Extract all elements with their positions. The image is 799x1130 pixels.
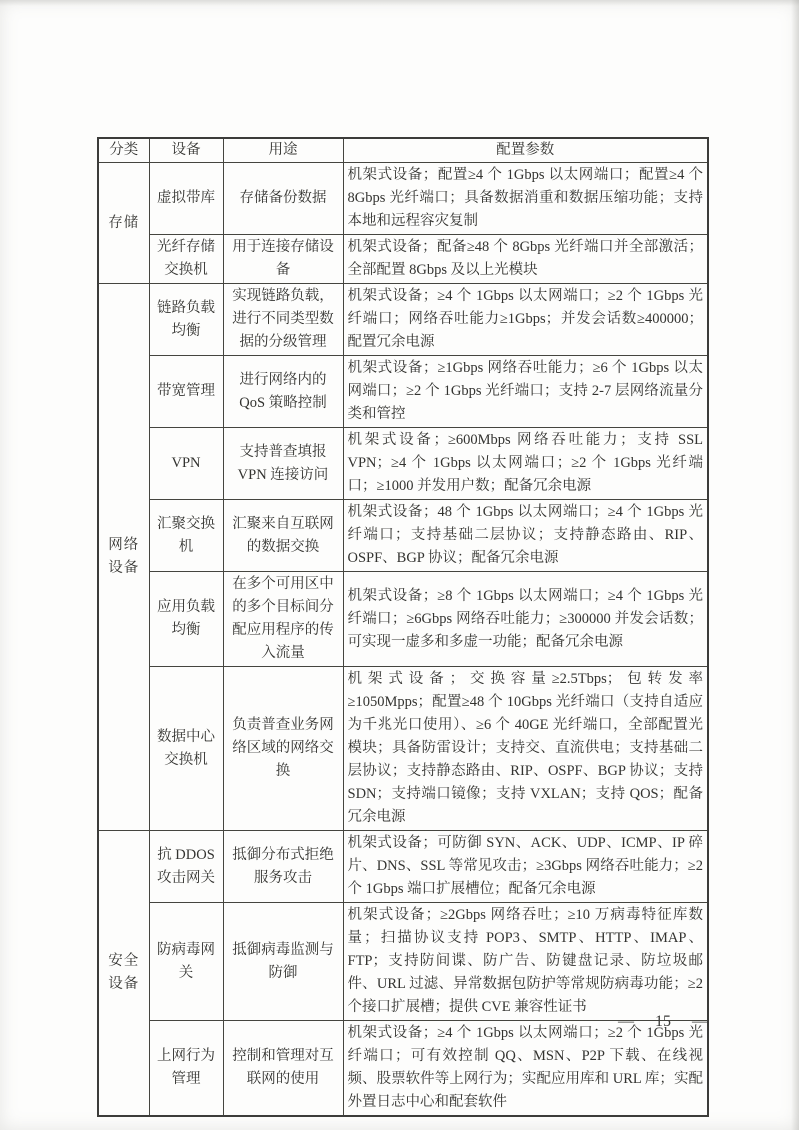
device-cell: 光纤存储交换机 <box>149 235 223 284</box>
config-cell: 机架式设备；≥1Gbps 网络吞吐能力；≥6 个 1Gbps 以太网端口；≥2 个 1Gbps 光纤端口；支持 2-7 层网络流量分类和管控 <box>343 356 708 428</box>
equipment-spec-table <box>97 137 709 1117</box>
device-cell: VPN <box>149 428 223 500</box>
table-row <box>98 500 708 572</box>
table-row <box>98 831 708 903</box>
config-cell: 机架式设备；≥8 个 1Gbps 以太网端口；≥4 个 1Gbps 光纤端口；≥6Gbps 网络吞吐能力；≥300000 并发会话数；可实现一虚多和多虚一功能；配备冗余电源 <box>343 572 708 667</box>
purpose-cell: 进行网络内的 QoS 策略控制 <box>223 356 343 428</box>
device-cell: 链路负载均衡 <box>149 284 223 356</box>
device-cell: 带宽管理 <box>149 356 223 428</box>
table-row <box>98 572 708 667</box>
table-row <box>98 428 708 500</box>
page-number-dash-left: — <box>618 1013 634 1030</box>
config-cell: 机架式设备；48 个 1Gbps 以太网端口；≥4 个 1Gbps 光纤端口；支持基础二层协议；支持静态路由、RIP、OSPF、BGP 协议；配备冗余电源 <box>343 500 708 572</box>
device-cell: 汇聚交换机 <box>149 500 223 572</box>
purpose-cell: 在多个可用区中的多个目标间分配应用程序的传入流量 <box>223 572 343 667</box>
purpose-cell: 实现链路负载，进行不同类型数据的分级管理 <box>223 284 343 356</box>
config-cell: 机架式设备；交换容量≥2.5Tbps；包转发率≥1050Mpps；配置≥48 个 10Gbps 光纤端口（支持自适应为千兆光口使用）、≥6 个 40GE 光纤端口，全部配置光模块；具备防雷设计；支持交、直流供电；支持基础二层协议；支持静态路由、RIP、OSPF、BGP 协议；支持 SDN；支持端口镜像；支持 VXLAN；支持 QOS；配备冗余电源 <box>343 667 708 831</box>
column-header-device: 设备 <box>149 138 223 163</box>
page-number <box>618 1013 708 1031</box>
column-header-category: 分类 <box>98 138 149 163</box>
purpose-cell: 汇聚来自互联网的数据交换 <box>223 500 343 572</box>
device-cell: 防病毒网关 <box>149 903 223 1021</box>
purpose-cell: 抵御病毒监测与防御 <box>223 903 343 1021</box>
table-row <box>98 356 708 428</box>
purpose-cell: 负责普查业务网络区域的网络交换 <box>223 667 343 831</box>
category-cell-security: 安全设备 <box>98 831 149 1117</box>
purpose-cell: 存储备份数据 <box>223 163 343 235</box>
config-cell: 机架式设备；≥600Mbps 网络吞吐能力；支持 SSL VPN；≥4 个 1Gbps 以太网端口；≥2 个 1Gbps 光纤端口；≥1000 并发用户数；配备冗余电源 <box>343 428 708 500</box>
table-row <box>98 667 708 831</box>
config-cell: 机架式设备；≥2Gbps 网络吞吐；≥10 万病毒特征库数量；扫描协议支持 POP3、SMTP、HTTP、IMAP、FTP；支持防间谍、防广告、防键盘记录、防垃圾邮件、URL 过滤、异常数据包防护等常规防病毒功能；≥2 个接口扩展槽；提供 CVE 兼容性证书 <box>343 903 708 1021</box>
config-cell: 机架式设备；≥4 个 1Gbps 以太网端口；≥2 个 1Gbps 光纤端口；网络吞吐能力≥1Gbps；并发会话数≥400000；配置冗余电源 <box>343 284 708 356</box>
device-cell: 应用负载均衡 <box>149 572 223 667</box>
category-cell-network: 网络设备 <box>98 284 149 831</box>
column-header-purpose: 用途 <box>223 138 343 163</box>
device-cell: 抗 DDOS 攻击网关 <box>149 831 223 903</box>
scan-edge-shading-right <box>791 0 799 1130</box>
device-cell: 上网行为管理 <box>149 1021 223 1117</box>
equipment-spec-table-container <box>97 137 709 1117</box>
column-header-config: 配置参数 <box>343 138 708 163</box>
table-row <box>98 1021 708 1117</box>
config-cell: 机架式设备；配置≥4 个 1Gbps 以太网端口；配置≥4 个 8Gbps 光纤端口；具备数据消重和数据压缩功能；支持本地和远程容灾复制 <box>343 163 708 235</box>
purpose-cell: 抵御分布式拒绝服务攻击 <box>223 831 343 903</box>
device-cell: 数据中心交换机 <box>149 667 223 831</box>
page-number-dash-right: — <box>692 1013 708 1030</box>
scan-edge-shading-top <box>0 0 799 6</box>
table-row <box>98 163 708 235</box>
purpose-cell: 支持普查填报 VPN 连接访问 <box>223 428 343 500</box>
table-row <box>98 235 708 284</box>
device-cell: 虚拟带库 <box>149 163 223 235</box>
purpose-cell: 控制和管理对互联网的使用 <box>223 1021 343 1117</box>
page-number-value: 15 <box>655 1013 671 1030</box>
config-cell: 机架式设备；配备≥48 个 8Gbps 光纤端口并全部激活；全部配置 8Gbps 及以上光模块 <box>343 235 708 284</box>
config-cell: 机架式设备；可防御 SYN、ACK、UDP、ICMP、IP 碎片、DNS、SSL 等常见攻击；≥3Gbps 网络吞吐能力；≥2 个 1Gbps 端口扩展槽位；配备冗余电源 <box>343 831 708 903</box>
table-row <box>98 903 708 1021</box>
table-row <box>98 284 708 356</box>
category-cell-storage: 存储 <box>98 163 149 284</box>
purpose-cell: 用于连接存储设备 <box>223 235 343 284</box>
config-cell: 机架式设备；≥4 个 1Gbps 以太网端口；≥2 个 1Gbps 光纤端口；可有效控制 QQ、MSN、P2P 下载、在线视频、股票软件等上网行为；实配应用库和 URL 库；实配外置日志中心和配套软件 <box>343 1021 708 1117</box>
header-row <box>98 138 708 163</box>
